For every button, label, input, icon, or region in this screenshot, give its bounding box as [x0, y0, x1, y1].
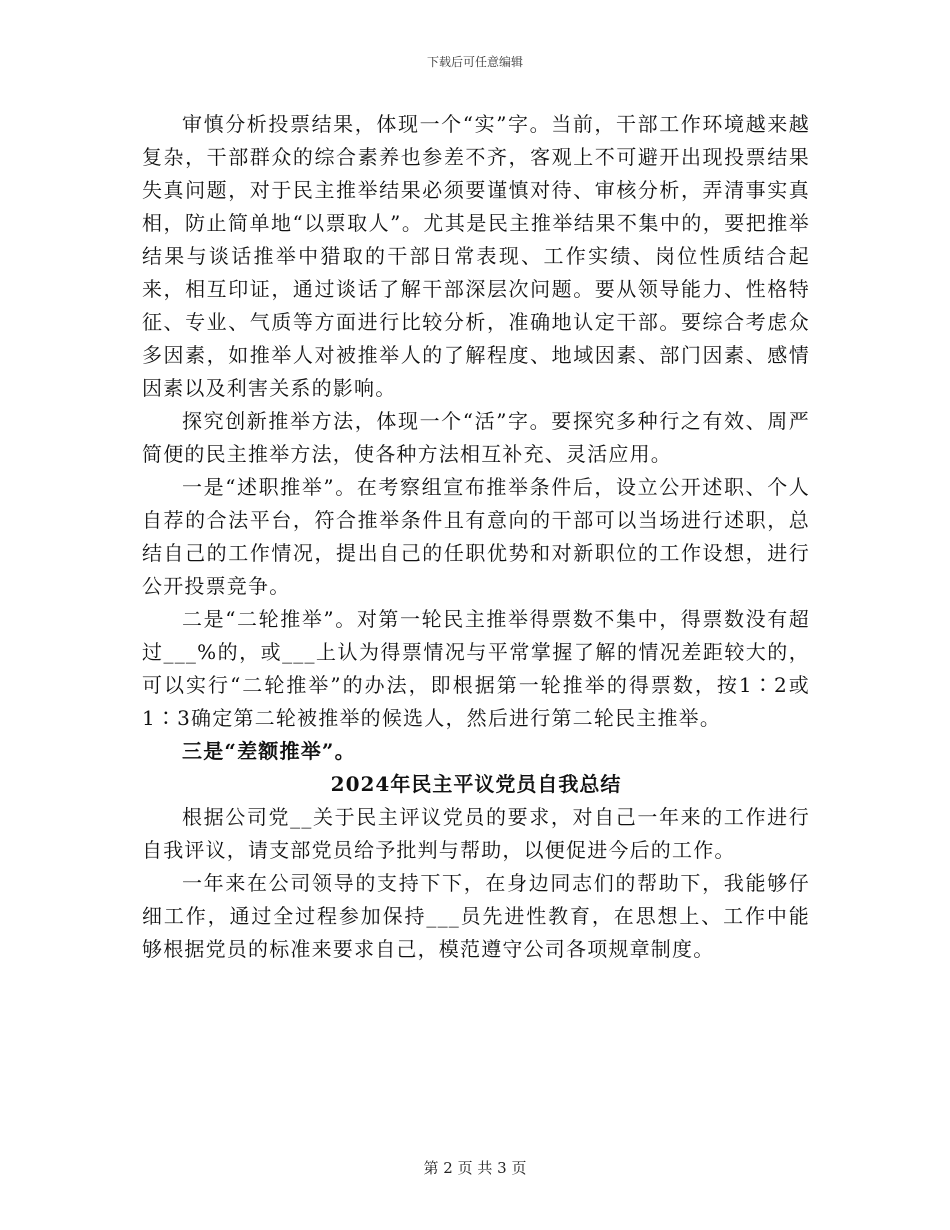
- paragraph-method-3: 三是“差额推举”。: [182, 739, 356, 763]
- document-body: [142, 108, 810, 966]
- page-footer: 第 2 页 共 3 页: [423, 1159, 527, 1177]
- page-header: 下载后可任意编辑: [426, 55, 523, 69]
- paragraph-analysis: 审慎分析投票结果，体现一个“实”字。当前，干部工作环境越来越复杂，干部群众的综合素养也参差不齐，客观上不可避开出现投票结果失真问题，对于民主推举结果必须要谨慎对待、审核分析，弄清事实真相，防止简单地“以票取人”。尤其是民主推举结果不集中的，要把推举结果与谈话推举中猎取的干部日常表现、工作实绩、岗位性质结合起来，相互印证，通过谈话了解干部深层次问题。要从领导能力、性格特征、专业、气质等方面进行比较分析，准确地认定干部。要综合考虑众多因素，如推举人对被推举人的了解程度、地域因素、部门因素、感情因素以及利害关系的影响。: [142, 112, 810, 400]
- paragraph-summary-work: 一年来在公司领导的支持下下，在身边同志们的帮助下，我能够仔细工作，通过全过程参加保持___员先进性教育，在思想上、工作中能够根据党员的标准来要求自己，模范遵守公司各项规章制度。: [142, 871, 810, 961]
- paragraph-method-1: 一是“述职推举”。在考察组宣布推举条件后，设立公开述职、个人自荐的合法平台，符合推举条件且有意向的干部可以当场进行述职，总结自己的工作情况，提出自己的任职优势和对新职位的工作设想，进行公开投票竞争。: [142, 475, 810, 598]
- paragraph-method-2: 二是“二轮推举”。对第一轮民主推举得票数不集中，得票数没有超过___%的，或___上认为得票情况与平常掌握了解的情况差距较大的，可以实行“二轮推举”的办法，即根据第一轮推举的得票数，按1∶2或1∶3确定第二轮被推举的候选人，然后进行第二轮民主推举。: [142, 607, 810, 730]
- paragraph-summary-intro: 根据公司党__关于民主评议党员的要求，对自己一年来的工作进行自我评议，请支部党员给予批判与帮助，以便促进今后的工作。: [142, 805, 810, 862]
- paragraph-innovation: 探究创新推举方法，体现一个“活”字。要探究多种行之有效、周严简便的民主推举方法，使各种方法相互补充、灵活应用。: [142, 409, 810, 466]
- section-title: 2024年民主平议党员自我总结: [330, 772, 622, 796]
